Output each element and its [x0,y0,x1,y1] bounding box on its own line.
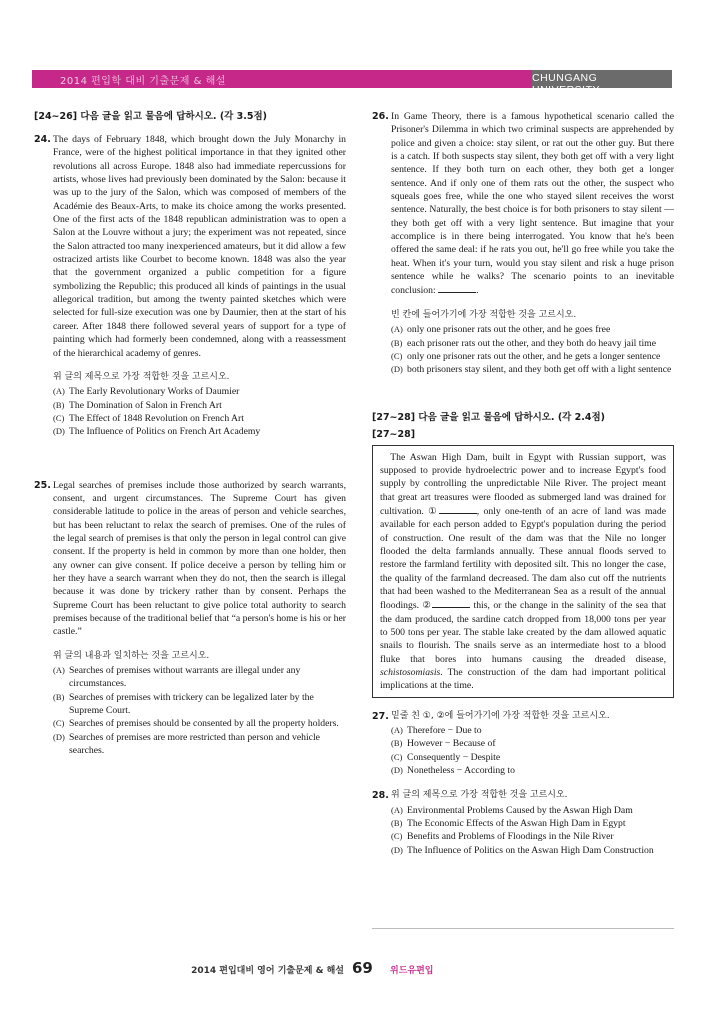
page-header [32,70,672,96]
option-a[interactable] [53,385,346,398]
bottom-divider [372,928,674,929]
option-label: (C) [391,831,403,842]
blank-2 [432,598,470,608]
option-label: (C) [53,718,65,729]
footer-book-title: 2014 편입대비 영어 기출문제 & 해설 [191,966,344,976]
option-text: Consequently − Despite [407,751,501,763]
question-passage-text: In Game Theory, there is a famous hypothetical scenario called the Prisoner's Dilemma in which two criminal suspects are apprehended by police and given a choice: stay silent, or rat out the other guy. But there is a catch. If both suspects stay silent, they both get off with a very light sentence. If they both turn on each other, they both get a longer sentence. And if only one of them rats out the other, the suspect who squeals goes free, while the one who stayed silent receives the worst sentence. Naturally, the best choice is for both prisoners to stay silent — they both get off with a very light sentence. But imagine that your accomplice is in there being interrogated. You know that he's been offered the same deal: if he rats you out, he'll go free while you take the heat. When it's your turn, would you stay silent and risk a huge prison sentence while he walks? The scenario points to an inevitable conclusion: [391,111,674,297]
question-passage: In Game Theory, there is a famous hypothetical scenario called the Prisoner's Dilemma in which two criminal suspects are apprehended by police and given a choice: stay silent, or rat out the other guy. But there is a catch. If both suspects stay silent, they both get off with a very light sentence. If they both turn on each other, they both get a longer sentence. And if only one of them rats out the other, the suspect who squeals goes free, while the one who stayed silent receives the worst sentence. Naturally, the best choice is for both prisoners to stay silent — they both get off with a very light sentence. But imagine that your accomplice is in there being interrogated. You know that he's been offered the same deal: if he rats you out, he'll go free while you take the heat. When it's your turn, would you stay silent and risk a huge prison sentence while he walks? The scenario points to an inevitable conclusion: . [391,111,674,297]
header-university-bar [532,70,672,96]
option-label: (B) [391,337,403,348]
option-b[interactable] [391,337,674,350]
option-label: (D) [53,426,65,437]
passage-box [372,445,674,698]
option-b[interactable] [53,691,346,718]
question-prompt: 빈 칸에 들어가기에 가장 적합한 것을 고르시오. [391,309,577,320]
option-text: Environmental Problems Caused by the Aswan High Dam [407,804,633,816]
question-24 [34,133,346,360]
option-label: (A) [391,725,403,736]
passage-part-5: . The construction of the dam had important political implications at the time. [380,667,666,692]
footer-publisher: 위드유편입 [390,966,434,976]
question-passage: Legal searches of premises include those authorized by search warrants, consent, and urgent circumstances. The Supreme Court has given considerable latitude to police in the areas of person and vehicle searches, but has been reluctant to relax the search of premises. One of the rules of the legal search of premises is that only the person in legal control can give consent. If the property is held in common by more than one holder, then any owner can give consent. If police deceive a person by telling him or her they have a search warrant when they do not, then the search is illegal because it was done by trickery rather than by consent. Perhaps the Supreme Court has been reluctant to give police total authority to search premises because of the traditional belief that “a person's home is his or her castle.” [53,479,346,638]
section-heading-24-26: [24~26] 다음 글을 읽고 물음에 답하시오. (각 3.5점) [34,111,268,122]
option-text: Searches of premises are more restricted than person and vehicle searches. [69,731,320,757]
option-c[interactable] [53,412,346,425]
answer-blank [438,283,476,293]
passage-part-3: this, or the change in the salinity of the sea that the dam produced, the sardine catch dropped from 18,000 tons per year to 500 tons per year. The stable lake created by the dam allowed aquatic snails to flourish. The snails serve as an intermediate host to a blood fluke that bores into humans causing the dreaded disease, [380,600,666,665]
question-number: 25. [34,479,51,491]
passage-part-2: , only one-tenth of an acre of land was made available for each person added to Egypt's population during the period of construction. One result of the dam was that the Nile no longer flooded the delta farmlands annually. These annual floods served to restore the farmland fertility with deposited silt. This no longer the case, the quality of the farmland decreased. The dam also cut off the nutrients that had been washed to the Mediterranean Sea as a result of the annual floodings. ② [380,505,666,612]
question-prompt: 위 글의 제목으로 가장 적합한 것을 고르시오. [53,371,230,382]
options-list [391,323,674,376]
question-prompt: 위 글의 제목으로 가장 적합한 것을 고르시오. [391,790,568,801]
left-column [34,110,346,757]
option-text: The Economic Effects of the Aswan High Dam in Egypt [407,818,626,830]
option-text: Searches of premises should be consented by all the property holders. [69,718,339,730]
option-d[interactable] [391,844,674,857]
question-27 [372,710,674,723]
option-text: both prisoners stay silent, and they both get off with a light sentence [407,364,672,376]
options-list [391,804,674,857]
question-number: 27. [372,710,389,722]
option-label: (D) [391,765,403,776]
option-label: (C) [391,751,403,762]
header-university: CHUNGANG UNIVERSITY [532,72,601,96]
passage-italic-term: schistosomiasis [380,667,441,679]
option-text: only one prisoner rats out the other, and he goes free [407,324,611,336]
question-26 [372,110,674,298]
header-title-bar [32,70,532,88]
option-a[interactable] [391,724,674,737]
option-label: (B) [53,399,65,410]
options-list [53,664,346,757]
sub-heading-27-28: [27~28] [372,428,416,440]
option-d[interactable] [53,731,346,758]
option-d[interactable] [391,764,674,777]
option-text: Therefore − Due to [407,725,482,737]
option-label: (B) [53,691,65,702]
option-label: (C) [53,412,65,423]
option-label: (A) [391,324,403,335]
option-label: (A) [53,665,65,676]
question-prompt: 밑줄 친 ①, ②에 들어가기에 가장 적합한 것을 고르시오. [391,710,610,721]
option-a[interactable] [391,323,674,336]
option-text: Searches of premises without warrants are illegal under any circumstances. [69,665,301,690]
option-label: (B) [391,738,403,749]
option-label: (A) [391,804,403,815]
question-number: 26. [372,111,389,122]
option-d[interactable] [391,363,674,376]
options-list [391,724,674,777]
option-text: The Early Revolutionary Works of Daumier [69,386,240,398]
option-label: (B) [391,818,403,829]
blank-1 [439,504,477,514]
option-text: Nonetheless − According to [407,765,515,777]
option-c[interactable] [391,751,674,764]
options-list [53,385,346,438]
question-28 [372,789,674,802]
question-passage: The days of February 1848, which brought down the July Monarchy in France, were of the highest political importance in that they ignited other revolutions all across Europe. 1848 also had immediate repercussions for artists, whose lives had previously been dominated by the Salon: because it was up to the jury of the Salon, which was composed of members of the Académie des Beaux-Arts, to make its choice among the works presented. One of the first acts of the 1848 republican administration was to open a Salon at the Louvre without a jury; the experiment was not repeated, since the Salon attracted too many inexperienced amateurs, but it did allow a few ostracized artists like Courbet to become known. 1848 was also the year that the government organized a public competition for a figure symbolizing the Republic; this produced all kinds of paintings in the usual allegorical tradition, but among the twenty painted sketches which were selected for full-size execution was one by Daumier, then at the start of his career. After 1848 there followed several years of support for a type of painting which had formerly been condemned, along with a reassessment of the hierarchical academy of genres. [53,134,346,359]
option-d[interactable] [53,425,346,438]
option-b[interactable] [53,399,346,412]
option-text: only one prisoner rats out the other, and he gets a longer sentence [407,350,661,362]
option-text: The Influence of Politics on French Art Academy [69,426,261,438]
option-c[interactable] [53,717,346,730]
passage-part-1: The Aswan High Dam, built in Egypt with Russian support, was supposed to provide hydroelectric power and to increase Egypt's food supply by controlling the unpredictable Nile River. The project meant that great art treasures were flooded as submerged land was drained for cultivation. ① [380,451,667,517]
header-title: 2014 편입학 대비 기출문제 & 해설 [60,76,226,87]
option-label: (D) [391,844,403,855]
page-number: 69 [352,959,373,977]
option-label: (D) [53,731,65,742]
option-c[interactable] [391,350,674,363]
option-text: Benefits and Problems of Floodings in the Nile River [407,831,614,843]
option-text: The Influence of Politics on the Aswan High Dam Construction [407,844,654,856]
option-c[interactable] [391,830,674,843]
question-number: 24. [34,134,51,145]
option-label: (C) [391,350,403,361]
option-text: each prisoner rats out the other, and they both do heavy jail time [407,337,656,349]
option-b[interactable] [391,737,674,750]
option-a[interactable] [391,804,674,817]
option-a[interactable] [53,664,346,691]
question-number: 28. [372,790,389,802]
option-label: (D) [391,364,403,375]
question-25 [34,479,346,639]
question-prompt: 위 글의 내용과 일치하는 것을 고르시오. [53,650,210,661]
option-text: The Effect of 1848 Revolution on French Art [69,412,244,424]
right-column [372,110,674,857]
option-text: Searches of premises with trickery can be legalized later by the Supreme Court. [69,691,314,717]
option-label: (A) [53,386,65,397]
page-footer [0,960,720,980]
section-heading-27-28: [27~28] 다음 글을 읽고 물음에 답하시오. (각 2.4점) [372,411,606,423]
option-text: The Domination of Salon in French Art [69,399,222,411]
option-b[interactable] [391,817,674,830]
option-text: However − Because of [407,738,496,750]
